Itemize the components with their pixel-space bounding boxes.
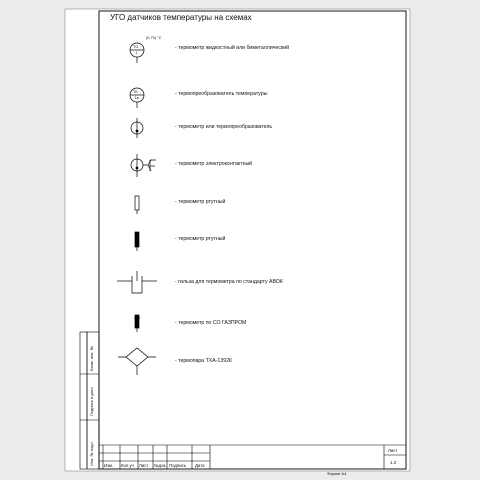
symbol-label-3: - термометр или термопреобразователь: [175, 124, 273, 130]
te-code-bottom: 1a: [134, 96, 139, 100]
symbol-label-6: - термометр ртутный: [175, 236, 226, 242]
symbol-label-4: - термометр электроконтактный: [175, 161, 253, 167]
tg-code-top: TG: [133, 45, 139, 49]
tb-col-date: Дата: [195, 463, 205, 468]
tg-range-label: (0-70) °C: [146, 36, 162, 40]
symbol-label-9: - термопара ТХА-1392К: [175, 358, 232, 364]
symbol-label-7: - гильза для термометра по стандарту АВОК: [175, 279, 283, 285]
format-label: Формат А4: [327, 472, 347, 476]
tb-col-signature: Подпись: [169, 463, 187, 468]
strip-field-signature-date: Подпись и дата: [89, 387, 94, 416]
tb-col-kol: Кол.уч: [121, 463, 134, 468]
tb-sheet-label: Лист: [388, 448, 398, 453]
symbol-label-1: - термометр жидкостный или биметаллический: [175, 45, 290, 51]
paper: [65, 9, 410, 471]
tb-col-doc: №док.: [154, 463, 167, 468]
tb-sheet-number: 1.3: [390, 460, 396, 465]
strip-field-original-inv: Инв. № подл.: [89, 441, 94, 466]
strip-field-replaced-inv: Взам. инв. №: [89, 346, 94, 371]
sheet-title: УГО датчиков температуры на схемах: [110, 13, 252, 22]
tg-code-bottom: 1: [135, 51, 138, 55]
symbol-label-5: - термометр ртутный: [175, 199, 226, 205]
te-code-top: TE: [133, 90, 138, 94]
tb-col-izm: Изм.: [104, 463, 114, 468]
symbol-label-2: - термопреобразователь температуры: [175, 91, 268, 97]
symbol-label-8: - термометр по СО ГАЗПРОМ: [175, 320, 247, 326]
tb-col-list: Лист: [139, 463, 149, 468]
